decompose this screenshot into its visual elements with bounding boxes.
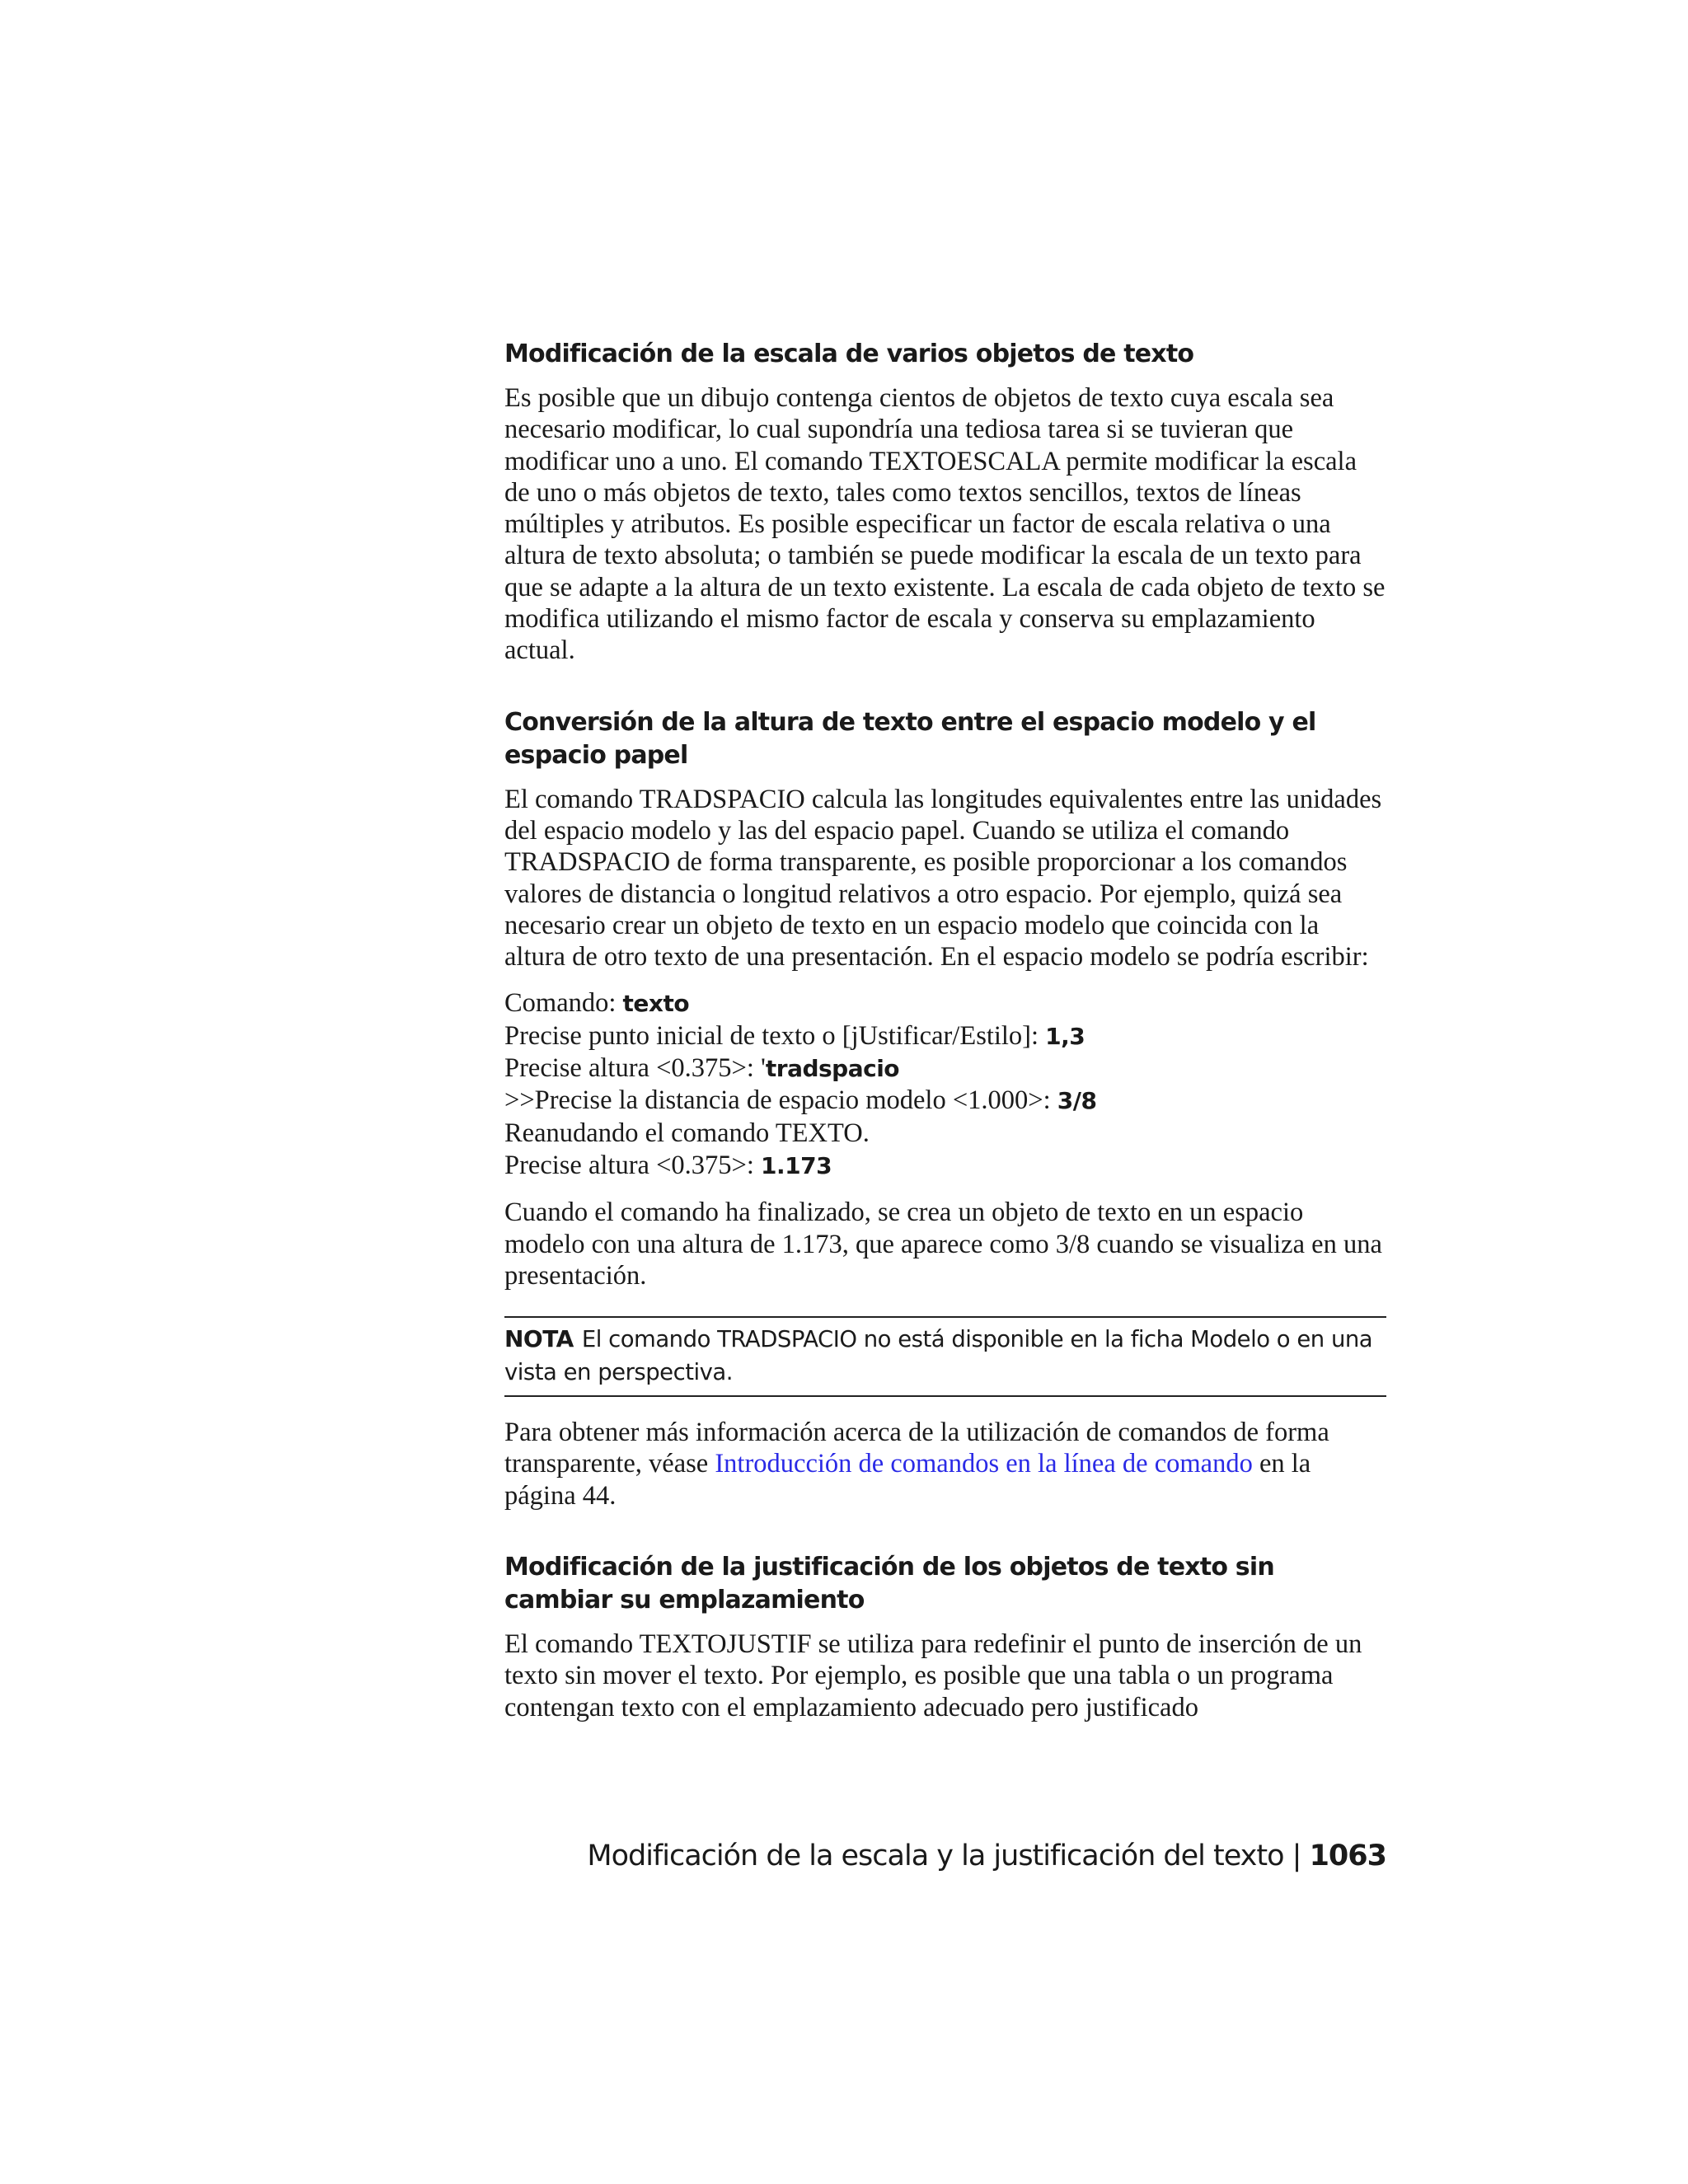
footer-title: Modificación de la escala y la justificación del texto [587,1840,1284,1872]
cross-reference-link[interactable]: Introducción de comandos en la línea de comando [715,1449,1253,1479]
footer-separator: | [1283,1840,1310,1872]
command-example [504,987,1386,1182]
paragraph-result: Cuando el comando ha finalizado, se crea un objeto de texto en un espacio modelo con una altura de 1.173, que aparece como 3/8 cuando se visualiza en una presentación. [504,1197,1382,1291]
command-line: Precise altura <0.375>: 1.173 [504,1150,832,1180]
command-line: >>Precise la distancia de espacio modelo <1.000>: 3/8 [504,1085,1097,1116]
paragraph-scale: Es posible que un dibujo contenga cientos de objetos de texto cuya escala sea necesario modificar, lo cual supondría una tediosa tarea si se tuvieran que modificar uno a uno. El comando TEXTOESCALA permite modificar la escala de uno o más objetos de texto, tales como textos sencillos, textos de líneas múltiples y atributos. Es posible especificar un factor de escala relativa o una altura de texto absoluta; o también se puede modificar la escala de un texto para que se adapte a la altura de un texto existente. La escala de cada objeto de texto se modifica utilizando el mismo factor de escala y conserva su emplazamiento actual. [504,383,1386,666]
paragraph-justify: El comando TEXTOJUSTIF se utiliza para redefinir el punto de inserción de un texto sin mover el texto. Por ejemplo, es posible que una tabla o un programa contengan texto con el emplazamiento adecuado pero justificado [504,1629,1362,1722]
command-line: Comando: texto [504,988,690,1019]
section-heading-scale: Modificación de la escala de varios objetos de texto [504,340,1194,368]
command-line: Precise punto inicial de texto o [jUstificar/Estilo]: 1,3 [504,1020,1085,1051]
page-footer [587,1838,1386,1874]
section-heading-convert: Conversión de la altura de texto entre el espacio modelo y el espacio papel [504,707,1316,770]
page-number: 1063 [1309,1840,1386,1872]
command-line: Precise altura <0.375>: 'tradspacio [504,1053,900,1084]
note-box [504,1316,1386,1397]
paragraph-more-info: Para obtener más información acerca de la utilización de comandos de forma transparente, véase Introducción de comandos en la línea de comando en la página 44. [504,1418,1329,1511]
page-content [504,338,1386,1723]
paragraph-convert: El comando TRADSPACIO calcula las longitudes equivalentes entre las unidades del espacio modelo y las del espacio papel. Cuando se utiliza el comando TRADSPACIO de forma transparente, es posible proporcionar a los comandos valores de distancia o longitud relativos a otro espacio. Por ejemplo, quizá sea necesario crear un objeto de texto en un espacio modelo que coincida con la altura de otro texto de una presentación. En el espacio modelo se podría escribir: [504,784,1382,972]
command-line: Reanudando el comando TEXTO. [504,1118,870,1148]
note-text: El comando TRADSPACIO no está disponible en la ficha Modelo o en una vista en perspectiva. [504,1326,1373,1386]
section-heading-justify: Modificación de la justificación de los objetos de texto sin cambiar su emplazamiento [504,1553,1274,1615]
note-label: NOTA [504,1325,574,1353]
